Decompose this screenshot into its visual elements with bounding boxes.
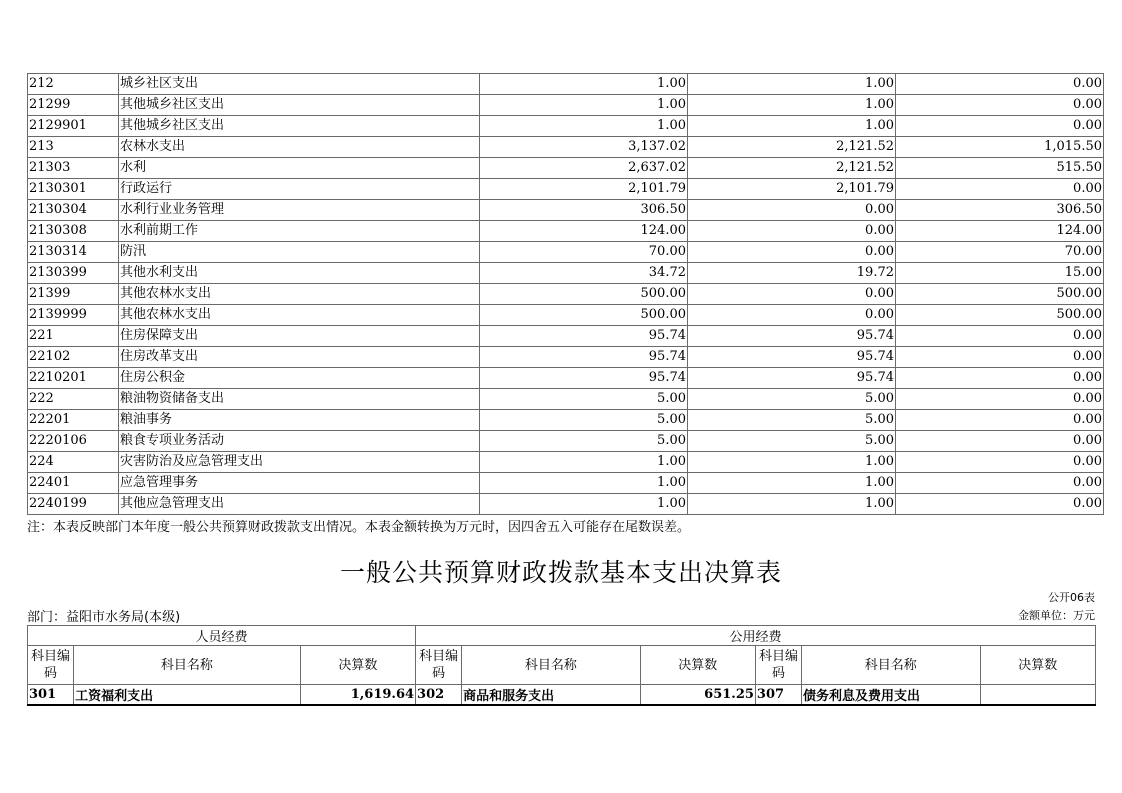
subject-code: 22102 bbox=[28, 347, 119, 368]
cell-amount-2: 651.25 bbox=[640, 685, 755, 706]
project-amount: 0.00 bbox=[896, 347, 1104, 368]
project-amount: 0.00 bbox=[896, 74, 1104, 95]
table-row bbox=[28, 95, 1104, 116]
subject-name: 其他应急管理支出 bbox=[119, 494, 480, 515]
basic-amount: 0.00 bbox=[688, 242, 896, 263]
total-amount: 70.00 bbox=[480, 242, 688, 263]
subject-code: 21399 bbox=[28, 284, 119, 305]
table-id-label: 公开06表 bbox=[1048, 591, 1095, 604]
basic-amount: 1.00 bbox=[688, 494, 896, 515]
header-amount-3: 决算数 bbox=[980, 646, 1096, 685]
total-amount: 1.00 bbox=[480, 116, 688, 137]
cell-amount-1: 1,619.64 bbox=[300, 685, 415, 706]
subject-code: 22201 bbox=[28, 410, 119, 431]
subject-code: 2139999 bbox=[28, 305, 119, 326]
subject-code: 2130314 bbox=[28, 242, 119, 263]
basic-amount: 0.00 bbox=[688, 305, 896, 326]
basic-amount: 95.74 bbox=[688, 368, 896, 389]
subject-name: 其他城乡社区支出 bbox=[119, 116, 480, 137]
subject-name: 其他城乡社区支出 bbox=[119, 95, 480, 116]
basic-amount: 2,121.52 bbox=[688, 158, 896, 179]
subject-name: 水利 bbox=[119, 158, 480, 179]
page-title: 一般公共预算财政拨款基本支出决算表 bbox=[339, 558, 782, 587]
cell-amount-3 bbox=[980, 685, 1096, 706]
unit-label: 金额单位：万元 bbox=[1018, 609, 1095, 622]
subject-code: 212 bbox=[28, 74, 119, 95]
total-amount: 34.72 bbox=[480, 263, 688, 284]
table-row bbox=[28, 221, 1104, 242]
total-amount: 5.00 bbox=[480, 410, 688, 431]
project-amount: 1,015.50 bbox=[896, 137, 1104, 158]
basic-amount: 5.00 bbox=[688, 410, 896, 431]
cell-name-3: 债务利息及费用支出 bbox=[802, 685, 980, 706]
project-amount: 0.00 bbox=[896, 473, 1104, 494]
basic-expenditure-table bbox=[27, 625, 1096, 706]
table-row bbox=[28, 347, 1104, 368]
project-amount: 500.00 bbox=[896, 305, 1104, 326]
total-amount: 3,137.02 bbox=[480, 137, 688, 158]
subject-name: 防汛 bbox=[119, 242, 480, 263]
expenditure-detail-table bbox=[27, 73, 1104, 515]
cell-name-1: 工资福利支出 bbox=[74, 685, 301, 706]
table-note: 注：本表反映部门本年度一般公共预算财政拨款支出情况。本表金额转换为万元时，因四舍五入可能存在尾数误差。 bbox=[27, 520, 691, 535]
total-amount: 95.74 bbox=[480, 326, 688, 347]
cell-code-3: 307 bbox=[755, 685, 801, 706]
project-amount: 306.50 bbox=[896, 200, 1104, 221]
group-public: 公用经费 bbox=[416, 626, 1096, 646]
subject-code: 221 bbox=[28, 326, 119, 347]
table-row bbox=[28, 494, 1104, 515]
table-row bbox=[28, 368, 1104, 389]
project-amount: 0.00 bbox=[896, 116, 1104, 137]
subject-name: 灾害防治及应急管理支出 bbox=[119, 452, 480, 473]
subject-code: 21299 bbox=[28, 95, 119, 116]
project-amount: 0.00 bbox=[896, 326, 1104, 347]
table-row bbox=[28, 473, 1104, 494]
header-code-3: 科目编码 bbox=[755, 646, 801, 685]
subject-name: 应急管理事务 bbox=[119, 473, 480, 494]
cell-name-2: 商品和服务支出 bbox=[462, 685, 640, 706]
subject-name: 粮油事务 bbox=[119, 410, 480, 431]
subject-name: 行政运行 bbox=[119, 179, 480, 200]
table-row bbox=[28, 242, 1104, 263]
table-row bbox=[28, 263, 1104, 284]
table-row bbox=[28, 74, 1104, 95]
header-code-2: 科目编码 bbox=[416, 646, 462, 685]
subject-code: 222 bbox=[28, 389, 119, 410]
table-row bbox=[28, 685, 1096, 706]
total-amount: 500.00 bbox=[480, 284, 688, 305]
header-code-1: 科目编码 bbox=[28, 646, 74, 685]
subject-name: 住房改革支出 bbox=[119, 347, 480, 368]
subject-code: 2130308 bbox=[28, 221, 119, 242]
table-row bbox=[28, 284, 1104, 305]
total-amount: 5.00 bbox=[480, 431, 688, 452]
subject-code: 213 bbox=[28, 137, 119, 158]
project-amount: 0.00 bbox=[896, 389, 1104, 410]
total-amount: 1.00 bbox=[480, 494, 688, 515]
basic-amount: 1.00 bbox=[688, 473, 896, 494]
total-amount: 2,637.02 bbox=[480, 158, 688, 179]
table-row bbox=[28, 158, 1104, 179]
table-row bbox=[28, 326, 1104, 347]
project-amount: 0.00 bbox=[896, 494, 1104, 515]
project-amount: 0.00 bbox=[896, 95, 1104, 116]
total-amount: 1.00 bbox=[480, 74, 688, 95]
total-amount: 124.00 bbox=[480, 221, 688, 242]
project-amount: 0.00 bbox=[896, 368, 1104, 389]
basic-amount: 19.72 bbox=[688, 263, 896, 284]
expenditure-detail-body bbox=[28, 74, 1104, 515]
subject-name: 其他水利支出 bbox=[119, 263, 480, 284]
header-name-2: 科目名称 bbox=[462, 646, 640, 685]
subject-name: 水利前期工作 bbox=[119, 221, 480, 242]
total-amount: 2,101.79 bbox=[480, 179, 688, 200]
project-amount: 515.50 bbox=[896, 158, 1104, 179]
table-row bbox=[28, 116, 1104, 137]
subject-code: 2240199 bbox=[28, 494, 119, 515]
project-amount: 0.00 bbox=[896, 452, 1104, 473]
subject-code: 21303 bbox=[28, 158, 119, 179]
subject-name: 粮油物资储备支出 bbox=[119, 389, 480, 410]
total-amount: 1.00 bbox=[480, 473, 688, 494]
basic-amount: 2,101.79 bbox=[688, 179, 896, 200]
project-amount: 0.00 bbox=[896, 410, 1104, 431]
subject-name: 住房公积金 bbox=[119, 368, 480, 389]
subject-code: 224 bbox=[28, 452, 119, 473]
subject-code: 2130304 bbox=[28, 200, 119, 221]
total-amount: 95.74 bbox=[480, 368, 688, 389]
basic-amount: 0.00 bbox=[688, 221, 896, 242]
total-amount: 306.50 bbox=[480, 200, 688, 221]
total-amount: 500.00 bbox=[480, 305, 688, 326]
total-amount: 95.74 bbox=[480, 347, 688, 368]
column-header-row bbox=[28, 646, 1096, 685]
department-label: 部门：益阳市水务局(本级) bbox=[27, 610, 181, 625]
table-row bbox=[28, 179, 1104, 200]
subject-code: 2130301 bbox=[28, 179, 119, 200]
subject-code: 22401 bbox=[28, 473, 119, 494]
subject-name: 其他农林水支出 bbox=[119, 305, 480, 326]
table-row bbox=[28, 410, 1104, 431]
project-amount: 15.00 bbox=[896, 263, 1104, 284]
subject-code: 2220106 bbox=[28, 431, 119, 452]
cell-code-1: 301 bbox=[28, 685, 74, 706]
project-amount: 500.00 bbox=[896, 284, 1104, 305]
basic-amount: 1.00 bbox=[688, 116, 896, 137]
table-row bbox=[28, 452, 1104, 473]
header-name-1: 科目名称 bbox=[74, 646, 301, 685]
total-amount: 1.00 bbox=[480, 95, 688, 116]
basic-amount: 0.00 bbox=[688, 200, 896, 221]
subject-name: 住房保障支出 bbox=[119, 326, 480, 347]
group-personnel: 人员经费 bbox=[28, 626, 416, 646]
subject-code: 2130399 bbox=[28, 263, 119, 284]
project-amount: 124.00 bbox=[896, 221, 1104, 242]
total-amount: 1.00 bbox=[480, 452, 688, 473]
basic-amount: 5.00 bbox=[688, 431, 896, 452]
basic-amount: 95.74 bbox=[688, 347, 896, 368]
table-row bbox=[28, 431, 1104, 452]
basic-amount: 0.00 bbox=[688, 284, 896, 305]
basic-amount: 1.00 bbox=[688, 452, 896, 473]
group-header-row bbox=[28, 626, 1096, 646]
table-row bbox=[28, 305, 1104, 326]
header-amount-2: 决算数 bbox=[640, 646, 755, 685]
project-amount: 0.00 bbox=[896, 179, 1104, 200]
project-amount: 0.00 bbox=[896, 431, 1104, 452]
subject-code: 2129901 bbox=[28, 116, 119, 137]
subject-name: 粮食专项业务活动 bbox=[119, 431, 480, 452]
basic-amount: 5.00 bbox=[688, 389, 896, 410]
subject-name: 城乡社区支出 bbox=[119, 74, 480, 95]
subject-name: 农林水支出 bbox=[119, 137, 480, 158]
table-row bbox=[28, 389, 1104, 410]
table-row bbox=[28, 200, 1104, 221]
header-amount-1: 决算数 bbox=[300, 646, 415, 685]
total-amount: 5.00 bbox=[480, 389, 688, 410]
table-row bbox=[28, 137, 1104, 158]
subject-name: 其他农林水支出 bbox=[119, 284, 480, 305]
header-name-3: 科目名称 bbox=[802, 646, 980, 685]
project-amount: 70.00 bbox=[896, 242, 1104, 263]
basic-amount: 95.74 bbox=[688, 326, 896, 347]
basic-amount: 1.00 bbox=[688, 95, 896, 116]
basic-amount: 1.00 bbox=[688, 74, 896, 95]
subject-code: 2210201 bbox=[28, 368, 119, 389]
basic-amount: 2,121.52 bbox=[688, 137, 896, 158]
subject-name: 水利行业业务管理 bbox=[119, 200, 480, 221]
cell-code-2: 302 bbox=[416, 685, 462, 706]
